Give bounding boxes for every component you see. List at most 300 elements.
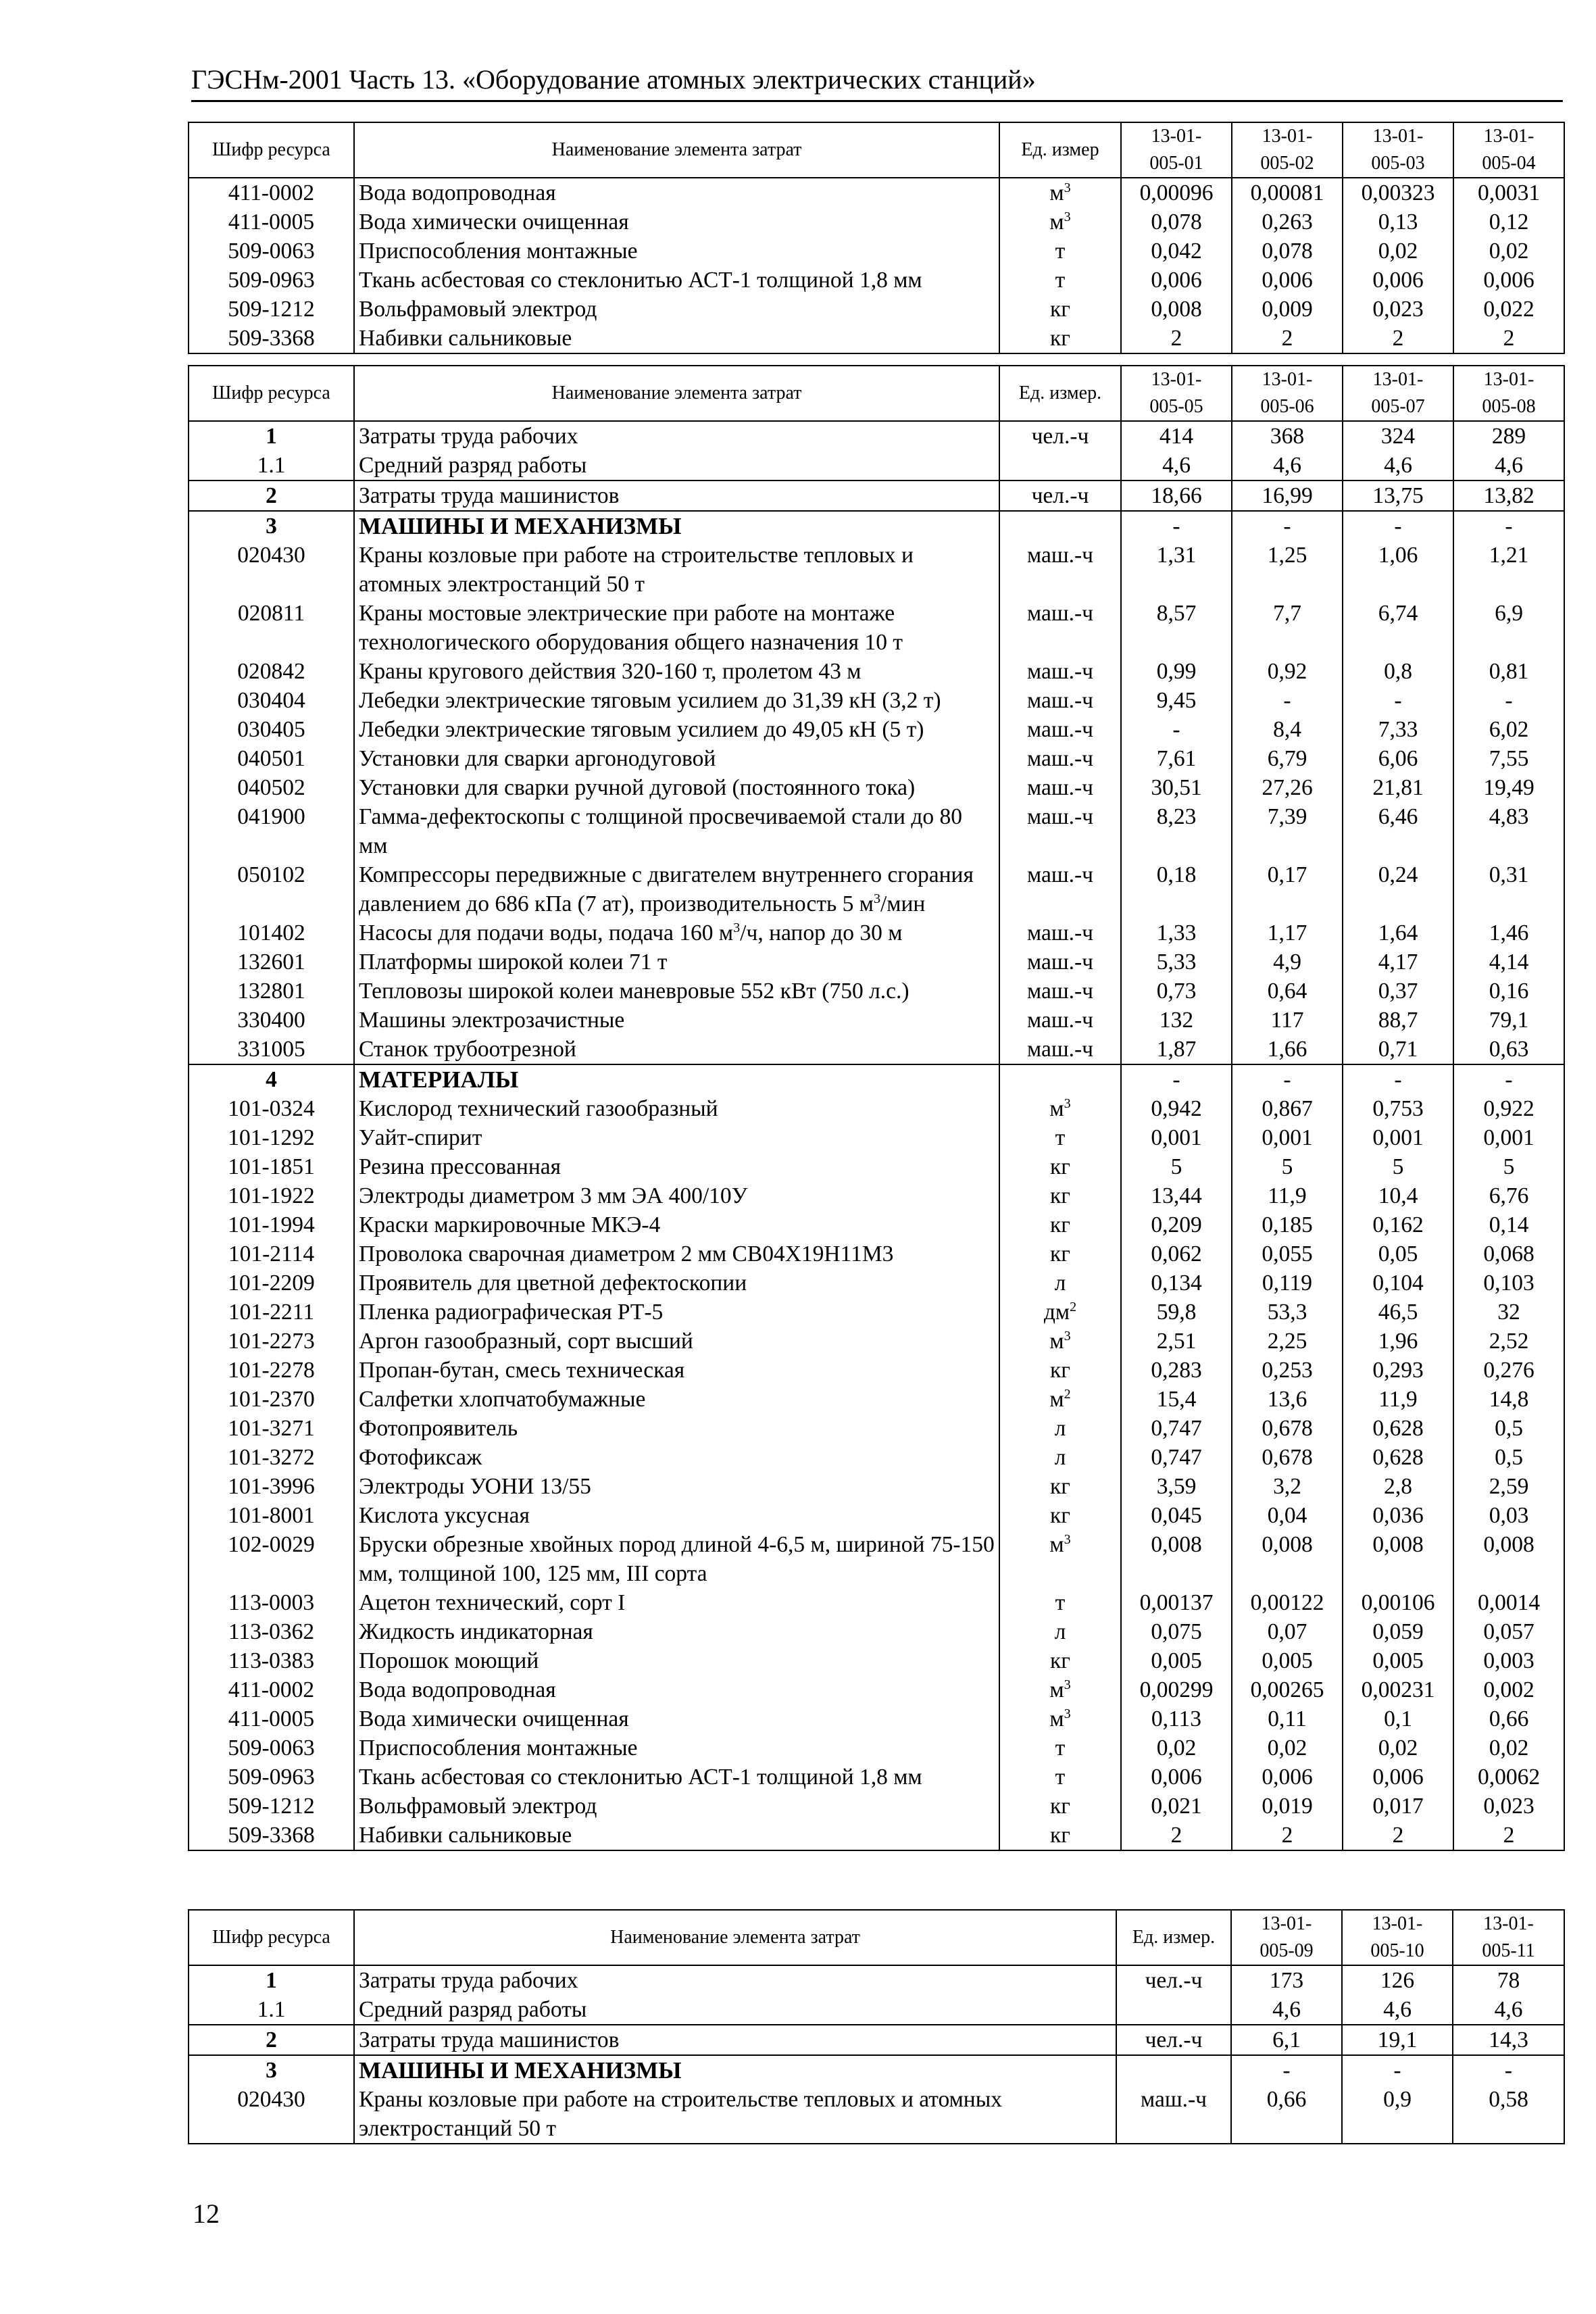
value-col-4: 0,068	[1453, 1239, 1564, 1269]
value-col-3: 0,00323	[1343, 178, 1453, 207]
value-col-2: 0,006	[1232, 1763, 1343, 1792]
value-col-3: -	[1343, 686, 1453, 715]
resource-name: Набивки сальниковые	[354, 324, 999, 353]
resource-name: Кислота уксусная	[354, 1501, 999, 1530]
unit: т	[999, 1123, 1121, 1152]
resource-name: Установки для сварки ручной дуговой (постоянного тока)	[354, 773, 999, 802]
resource-name: Фотофиксаж	[354, 1443, 999, 1472]
value-col-2: 126	[1342, 1965, 1453, 1995]
unit: кг	[999, 1646, 1121, 1675]
value-col-4: 0,0014	[1453, 1588, 1564, 1617]
section-title: МАТЕРИАЛЫ	[354, 1064, 999, 1094]
value-col-1: 0,113	[1121, 1704, 1232, 1733]
value-col-2: 1,25	[1232, 541, 1343, 599]
value-col-2: 0,078	[1232, 237, 1343, 266]
value-col-3: 0,005	[1343, 1646, 1453, 1675]
value-col-1: 8,57	[1121, 599, 1232, 657]
unit: кг	[999, 1821, 1121, 1850]
value-col-2: 0,019	[1232, 1792, 1343, 1821]
resource-code: 020430	[189, 541, 354, 599]
resource-name: Средний разряд работы	[354, 451, 999, 481]
value-col-3: 0,13	[1343, 207, 1453, 237]
resource-name: Набивки сальниковые	[354, 1821, 999, 1850]
value-col-4: 79,1	[1453, 1006, 1564, 1035]
table-row	[189, 1472, 1564, 1501]
resource-code: 509-3368	[189, 1821, 354, 1850]
value-col-4: 14,8	[1453, 1385, 1564, 1414]
unit: маш.-ч	[999, 541, 1121, 599]
value-col-4: 0,02	[1453, 1733, 1564, 1763]
value-col-2: 0,07	[1232, 1617, 1343, 1646]
value-col-4: 0,001	[1453, 1123, 1564, 1152]
value-col-1: 4,6	[1231, 1995, 1342, 2025]
resource-code: 331005	[189, 1035, 354, 1064]
value-col-1: 1,31	[1121, 541, 1232, 599]
value-col-4: -	[1453, 686, 1564, 715]
value-col-4: 2,59	[1453, 1472, 1564, 1501]
unit	[1116, 2055, 1231, 2085]
resource-name: Порошок моющий	[354, 1646, 999, 1675]
value-col-3: 0,00106	[1343, 1588, 1453, 1617]
value-col-3: 0,036	[1343, 1501, 1453, 1530]
value-col-2: 1,17	[1232, 918, 1343, 947]
unit: кг	[999, 1356, 1121, 1385]
resource-code: 330400	[189, 1006, 354, 1035]
unit: $м^3$	[999, 1327, 1121, 1356]
resource-name: Машины электрозачистные	[354, 1006, 999, 1035]
unit: $м^3$	[999, 1530, 1121, 1588]
unit: кг	[999, 324, 1121, 353]
value-col-4: 4,83	[1453, 802, 1564, 860]
unit: маш.-ч	[999, 715, 1121, 744]
table-row	[189, 2055, 1564, 2085]
header-row	[189, 366, 1564, 421]
unit: маш.-ч	[999, 744, 1121, 773]
value-col-2: -	[1342, 2055, 1453, 2085]
value-col-3: 0,293	[1343, 1356, 1453, 1385]
resource-name: Лебедки электрические тяговым усилием до 31,39 кН (3,2 т)	[354, 686, 999, 715]
resource-code: 050102	[189, 860, 354, 918]
resource-code: 4	[189, 1064, 354, 1094]
table-row	[189, 511, 1564, 541]
value-col-1: 1,33	[1121, 918, 1232, 947]
value-col-2: 4,9	[1232, 947, 1343, 977]
resource-name: Резина прессованная	[354, 1152, 999, 1181]
value-col-4: 0,023	[1453, 1792, 1564, 1821]
resource-code: 101-3996	[189, 1472, 354, 1501]
value-col-3: 0,162	[1343, 1210, 1453, 1239]
value-col-4: 0,006	[1453, 266, 1564, 295]
resource-code: 040501	[189, 744, 354, 773]
value-col-1: 18,66	[1121, 481, 1232, 511]
resource-name: Вода водопроводная	[354, 178, 999, 207]
resource-name: Жидкость индикаторная	[354, 1617, 999, 1646]
value-col-2: 4,6	[1342, 1995, 1453, 2025]
resource-code: 020842	[189, 657, 354, 686]
value-col-4: 5	[1453, 1152, 1564, 1181]
resource-name: Вода химически очищенная	[354, 1704, 999, 1733]
value-col-1: 173	[1231, 1965, 1342, 1995]
table-row	[189, 207, 1564, 237]
value-col-4: 1,46	[1453, 918, 1564, 947]
resource-code: 132601	[189, 947, 354, 977]
unit: л	[999, 1443, 1121, 1472]
table-row	[189, 1733, 1564, 1763]
resource-code: 101-3271	[189, 1414, 354, 1443]
value-col-2: 0,055	[1232, 1239, 1343, 1269]
resource-name: Вольфрамовый электрод	[354, 295, 999, 324]
table-row	[189, 1356, 1564, 1385]
value-col-4: 0,057	[1453, 1617, 1564, 1646]
value-col-4: 32	[1453, 1298, 1564, 1327]
table-row	[189, 1239, 1564, 1269]
value-col-4: 0,16	[1453, 977, 1564, 1006]
table-row	[189, 1094, 1564, 1123]
value-col-3: 0,628	[1343, 1443, 1453, 1472]
value-col-1: 0,062	[1121, 1239, 1232, 1269]
value-col-4: 0,022	[1453, 295, 1564, 324]
value-col-4: 0,14	[1453, 1210, 1564, 1239]
unit: л	[999, 1269, 1121, 1298]
value-col-3: 0,71	[1343, 1035, 1453, 1064]
value-col-2: 0,00122	[1232, 1588, 1343, 1617]
value-col-2: 0,867	[1232, 1094, 1343, 1123]
table-row	[189, 744, 1564, 773]
resource-name: Вода водопроводная	[354, 1675, 999, 1704]
value-col-4: 0,31	[1453, 860, 1564, 918]
value-col-3: 0,37	[1343, 977, 1453, 1006]
value-col-4: 0,66	[1453, 1704, 1564, 1733]
resource-code: 101-8001	[189, 1501, 354, 1530]
table-row	[189, 295, 1564, 324]
value-col-4: 2,52	[1453, 1327, 1564, 1356]
resource-name: Электроды УОНИ 13/55	[354, 1472, 999, 1501]
resource-name: Электроды диаметром 3 мм ЭА 400/10У	[354, 1181, 999, 1210]
header-code: Шифр ресурса	[189, 1910, 354, 1965]
value-col-2: 0,92	[1232, 657, 1343, 686]
resource-code: 509-0963	[189, 1763, 354, 1792]
resource-name: Проявитель для цветной дефектоскопии	[354, 1269, 999, 1298]
unit: $м^2$	[999, 1385, 1121, 1414]
page-number: 12	[193, 2198, 220, 2229]
resource-name: Пленка радиографическая РТ-5	[354, 1298, 999, 1327]
unit: кг	[999, 1210, 1121, 1239]
value-col-2: 117	[1232, 1006, 1343, 1035]
value-col-1: 0,045	[1121, 1501, 1232, 1530]
header-col-3: 13-01- 005-07	[1343, 366, 1453, 421]
value-col-2: 1,66	[1232, 1035, 1343, 1064]
value-col-3: 13,75	[1343, 481, 1453, 511]
resource-code: 509-1212	[189, 295, 354, 324]
header-row	[189, 122, 1564, 178]
value-col-4: 13,82	[1453, 481, 1564, 511]
unit: $м^3$	[999, 1094, 1121, 1123]
resource-code: 411-0005	[189, 207, 354, 237]
value-col-3: 0,023	[1343, 295, 1453, 324]
value-col-1: 59,8	[1121, 1298, 1232, 1327]
resource-name: Насосы для подачи воды, подача 160 $м^3/ч$, напор до 30 м	[354, 918, 999, 947]
table-row	[189, 2085, 1564, 2144]
value-col-4: 0,0062	[1453, 1763, 1564, 1792]
value-col-3: 0,1	[1343, 1704, 1453, 1733]
value-col-2: 0,263	[1232, 207, 1343, 237]
table-row	[189, 2025, 1564, 2055]
value-col-3: 1,06	[1343, 541, 1453, 599]
resource-code: 101-2278	[189, 1356, 354, 1385]
unit: чел.-ч	[999, 421, 1121, 451]
value-col-3: 2	[1343, 1821, 1453, 1850]
header-unit: Ед. измер	[999, 122, 1121, 178]
resource-name: Краны козловые при работе на строительстве тепловых и атомных электростанций 50 т	[354, 2085, 1116, 2144]
header-name: Наименование элемента затрат	[354, 1910, 1116, 1965]
value-col-1: 5,33	[1121, 947, 1232, 977]
header-name: Наименование элемента затрат	[354, 366, 999, 421]
value-col-2: 11,9	[1232, 1181, 1343, 1210]
resource-code: 101-1292	[189, 1123, 354, 1152]
value-col-1: 0,006	[1121, 266, 1232, 295]
value-col-3: 0,059	[1343, 1617, 1453, 1646]
resource-name: Установки для сварки аргонодуговой	[354, 744, 999, 773]
resource-code: 113-0362	[189, 1617, 354, 1646]
table-row	[189, 1588, 1564, 1617]
value-col-3: 5	[1343, 1152, 1453, 1181]
value-col-1: 13,44	[1121, 1181, 1232, 1210]
value-col-2: 4,6	[1232, 451, 1343, 481]
header-col-1: 13-01- 005-05	[1121, 366, 1232, 421]
table-row	[189, 421, 1564, 451]
resource-name: Затраты труда рабочих	[354, 1965, 1116, 1995]
resource-name: Приспособления монтажные	[354, 237, 999, 266]
table-row	[189, 1501, 1564, 1530]
resource-code: 101-3272	[189, 1443, 354, 1472]
resource-table-1	[188, 122, 1565, 354]
value-col-1: 0,747	[1121, 1443, 1232, 1472]
unit: кг	[999, 295, 1121, 324]
value-col-2: 0,02	[1232, 1733, 1343, 1763]
value-col-4: 0,002	[1453, 1675, 1564, 1704]
value-col-1: 4,6	[1121, 451, 1232, 481]
value-col-4: 2	[1453, 324, 1564, 353]
value-col-1: 0,021	[1121, 1792, 1232, 1821]
resource-name: Ткань асбестовая со стеклонитью АСТ-1 толщиной 1,8 мм	[354, 266, 999, 295]
table-row	[189, 541, 1564, 599]
unit: маш.-ч	[999, 773, 1121, 802]
resource-code: 102-0029	[189, 1530, 354, 1588]
resource-name: Затраты труда машинистов	[354, 481, 999, 511]
unit: т	[999, 266, 1121, 295]
table-row	[189, 324, 1564, 353]
table-row	[189, 1414, 1564, 1443]
unit	[999, 1064, 1121, 1094]
table-row	[189, 1965, 1564, 1995]
value-col-2: 0,005	[1232, 1646, 1343, 1675]
value-col-2: 0,119	[1232, 1269, 1343, 1298]
value-col-3: 6,46	[1343, 802, 1453, 860]
value-col-3: 78	[1453, 1965, 1564, 1995]
resource-code: 1	[189, 1965, 354, 1995]
table-row	[189, 1298, 1564, 1327]
value-col-1: -	[1121, 715, 1232, 744]
table-row	[189, 1530, 1564, 1588]
value-col-1: 8,23	[1121, 802, 1232, 860]
value-col-1: 0,942	[1121, 1094, 1232, 1123]
table-row	[189, 918, 1564, 947]
value-col-3: 88,7	[1343, 1006, 1453, 1035]
unit: т	[999, 1733, 1121, 1763]
value-col-1: 0,209	[1121, 1210, 1232, 1239]
resource-code: 101-2211	[189, 1298, 354, 1327]
table-row	[189, 977, 1564, 1006]
value-col-1: 0,18	[1121, 860, 1232, 918]
resource-code: 020430	[189, 2085, 354, 2144]
unit: маш.-ч	[999, 599, 1121, 657]
value-col-4: 0,12	[1453, 207, 1564, 237]
value-col-3: 0,05	[1343, 1239, 1453, 1269]
resource-code: 030405	[189, 715, 354, 744]
resource-name: Краны мостовые электрические при работе на монтаже технологического оборудования общего назначения 10 т	[354, 599, 999, 657]
header-col-4: 13-01- 005-04	[1453, 122, 1564, 178]
value-col-2: 0,64	[1232, 977, 1343, 1006]
value-col-2: 6,79	[1232, 744, 1343, 773]
resource-code: 101-0324	[189, 1094, 354, 1123]
value-col-1: 414	[1121, 421, 1232, 451]
unit: кг	[999, 1239, 1121, 1269]
resource-name: Приспособления монтажные	[354, 1733, 999, 1763]
unit	[999, 451, 1121, 481]
unit: $м^3$	[999, 178, 1121, 207]
value-col-3: -	[1343, 1064, 1453, 1094]
resource-code: 3	[189, 2055, 354, 2085]
header-row	[189, 1910, 1564, 1965]
header-col-4: 13-01- 005-08	[1453, 366, 1564, 421]
value-col-1: -	[1121, 511, 1232, 541]
unit: кг	[999, 1501, 1121, 1530]
value-col-4: 6,9	[1453, 599, 1564, 657]
value-col-4: 0,103	[1453, 1269, 1564, 1298]
resource-name: Ацетон технический, сорт I	[354, 1588, 999, 1617]
value-col-1: 2	[1121, 324, 1232, 353]
value-col-2: 0,185	[1232, 1210, 1343, 1239]
resource-name: Краны козловые при работе на строительстве тепловых и атомных электростанций 50 т	[354, 541, 999, 599]
resource-code: 1.1	[189, 1995, 354, 2025]
table-row	[189, 1385, 1564, 1414]
value-col-3: -	[1343, 511, 1453, 541]
unit	[999, 511, 1121, 541]
value-col-1: -	[1121, 1064, 1232, 1094]
resource-code: 132801	[189, 977, 354, 1006]
value-col-4: 6,02	[1453, 715, 1564, 744]
unit: маш.-ч	[999, 860, 1121, 918]
resource-code: 101-2209	[189, 1269, 354, 1298]
resource-name: Компрессоры передвижные с двигателем внутреннего сгорания давлением до 686 кПа (7 ат), производительность 5 $м^3$/мин	[354, 860, 999, 918]
value-col-2: 19,1	[1342, 2025, 1453, 2055]
table-row	[189, 1035, 1564, 1064]
value-col-3: 0,02	[1343, 237, 1453, 266]
unit: $м^3$	[999, 1704, 1121, 1733]
table-row	[189, 1443, 1564, 1472]
table-row	[189, 947, 1564, 977]
table-row	[189, 1617, 1564, 1646]
resource-name: Ткань асбестовая со стеклонитью АСТ-1 толщиной 1,8 мм	[354, 1763, 999, 1792]
resource-code: 411-0005	[189, 1704, 354, 1733]
table-row	[189, 773, 1564, 802]
value-col-3: 4,17	[1343, 947, 1453, 977]
table-row	[189, 1821, 1564, 1850]
resource-table-2	[188, 365, 1565, 1851]
resource-name: Уайт-спирит	[354, 1123, 999, 1152]
resource-name: Кислород технический газообразный	[354, 1094, 999, 1123]
header-col-3: 13-01- 005-11	[1453, 1910, 1564, 1965]
resource-code: 101-2273	[189, 1327, 354, 1356]
table-row	[189, 802, 1564, 860]
unit: маш.-ч	[999, 657, 1121, 686]
value-col-3: 0,24	[1343, 860, 1453, 918]
value-col-1: 0,283	[1121, 1356, 1232, 1385]
resource-code: 1.1	[189, 451, 354, 481]
value-col-4: 0,02	[1453, 237, 1564, 266]
value-col-3: 46,5	[1343, 1298, 1453, 1327]
value-col-4: 4,14	[1453, 947, 1564, 977]
value-col-2: 0,11	[1232, 1704, 1343, 1733]
header-col-3: 13-01- 005-03	[1343, 122, 1453, 178]
section-title: МАШИНЫ И МЕХАНИЗМЫ	[354, 2055, 1116, 2085]
table-row	[189, 599, 1564, 657]
page-header: ГЭСНм-2001 Часть 13. «Оборудование атомных электрических станций»	[191, 64, 1036, 95]
unit: т	[999, 1588, 1121, 1617]
resource-code: 101-1851	[189, 1152, 354, 1181]
resource-name: Бруски обрезные хвойных пород длиной 4-6,5 м, шириной 75-150 мм, толщиной 100, 125 мм, III сорта	[354, 1530, 999, 1588]
value-col-4: 0,5	[1453, 1414, 1564, 1443]
table-row	[189, 1064, 1564, 1094]
value-col-1: 2,51	[1121, 1327, 1232, 1356]
table-row	[189, 1792, 1564, 1821]
resource-name: Затраты труда рабочих	[354, 421, 999, 451]
value-col-2: 0,678	[1232, 1443, 1343, 1472]
value-col-1: 132	[1121, 1006, 1232, 1035]
header-col-1: 13-01- 005-09	[1231, 1910, 1342, 1965]
unit: маш.-ч	[999, 977, 1121, 1006]
value-col-3: 6,06	[1343, 744, 1453, 773]
resource-code: 113-0003	[189, 1588, 354, 1617]
table-row	[189, 451, 1564, 481]
unit: чел.-ч	[1116, 1965, 1231, 1995]
unit: т	[999, 1763, 1121, 1792]
unit: маш.-ч	[999, 918, 1121, 947]
resource-name: Салфетки хлопчатобумажные	[354, 1385, 999, 1414]
value-col-1: 6,1	[1231, 2025, 1342, 2055]
resource-code: 101402	[189, 918, 354, 947]
value-col-4: 19,49	[1453, 773, 1564, 802]
table-row	[189, 657, 1564, 686]
value-col-3: 0,017	[1343, 1792, 1453, 1821]
value-col-4: 1,21	[1453, 541, 1564, 599]
value-col-4: 0,03	[1453, 1501, 1564, 1530]
table-row	[189, 1704, 1564, 1733]
value-col-4: 4,6	[1453, 451, 1564, 481]
resource-name: Средний разряд работы	[354, 1995, 1116, 2025]
resource-name: Вода химически очищенная	[354, 207, 999, 237]
resource-code: 113-0383	[189, 1646, 354, 1675]
value-col-3: 6,74	[1343, 599, 1453, 657]
value-col-1: 15,4	[1121, 1385, 1232, 1414]
resource-code: 509-1212	[189, 1792, 354, 1821]
table-row	[189, 1269, 1564, 1298]
resource-code: 030404	[189, 686, 354, 715]
value-col-1: 0,73	[1121, 977, 1232, 1006]
value-col-4: 2	[1453, 1821, 1564, 1850]
unit: маш.-ч	[999, 1035, 1121, 1064]
value-col-2: 0,00081	[1232, 178, 1343, 207]
